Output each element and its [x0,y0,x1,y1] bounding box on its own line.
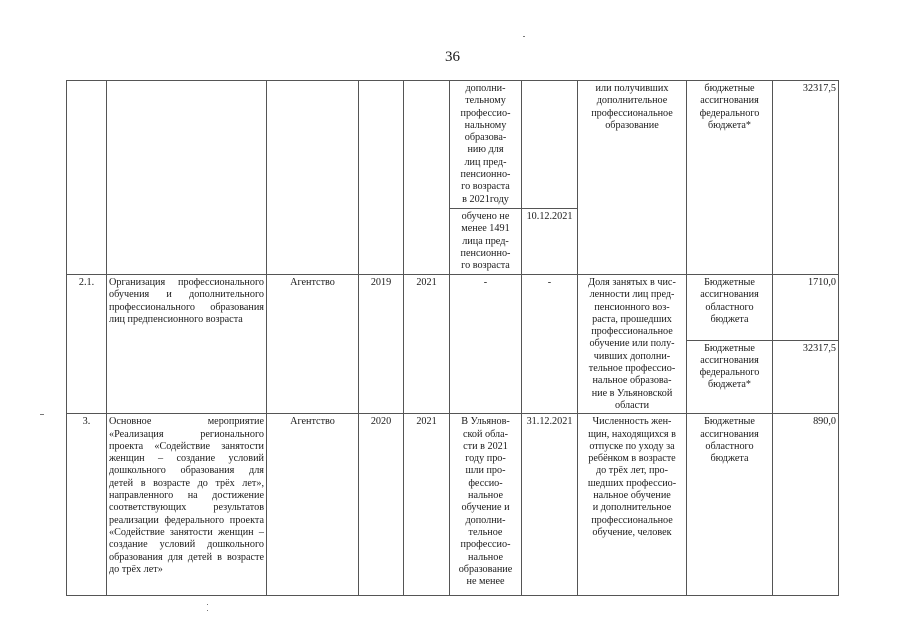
cell-amount: 32317,5 [773,340,839,414]
cell-num [67,81,107,275]
table-row-3 [67,414,839,596]
cell-name: Организация профессионального обучения и дополнительного профессионального образования лиц предпенсионного возраста [107,275,267,414]
cell-start: 2019 [359,275,404,414]
cell-indicator: Доля занятых в чис- ленности лиц пред- пенсионного воз- раста, прошедших профессиональное обучение или полу- чивших дополни- тельное профессио- нальное образова- ние в Ульяновской области [578,275,687,414]
cell-source: бюджетные ассигнования федерального бюджета* [687,81,773,275]
cell-result: дополни- тельному профессио- нальному образова- нию для лиц пред- пенсионно- го возраста в 2021году [450,81,522,209]
cell-start [359,81,404,275]
cell-amount: 890,0 [773,414,839,596]
cell-amount: 1710,0 [773,275,839,341]
cell-num: 3. [67,414,107,596]
cell-start: 2020 [359,414,404,596]
program-table [66,80,839,596]
page-number: 36 [445,49,460,65]
cell-deadline: 31.12.2021 [522,414,578,596]
cell-source: Бюджетные ассигнования областного бюджета [687,414,773,596]
cell-num: 2.1. [67,275,107,414]
cell-end [404,81,450,275]
cell-result: обучено не менее 1491 лица пред- пенсионно- го возраста [450,209,522,275]
cell-amount: 32317,5 [773,81,839,275]
scan-mark [207,610,208,611]
scan-mark [523,36,525,37]
cell-name [107,81,267,275]
cell-executor [267,81,359,275]
scan-mark [40,414,44,415]
cell-deadline: - [522,275,578,414]
cell-end: 2021 [404,414,450,596]
scan-mark [207,604,208,605]
cell-name: Основное мероприятие «Реализация регионального проекта «Содействие занятости женщин – создание условий дошкольного образования для детей в возрасте до трёх лет», направленного на достижение соответствующих результатов реализации федерального проекта «Содействие занятости женщин – создание условий дошкольного образования для детей в возрасте до трёх лет» [107,414,267,596]
cell-indicator: или получивших дополнительное профессиональное образование [578,81,687,275]
cell-executor: Агентство [267,414,359,596]
cell-source: Бюджетные ассигнования федерального бюджета* [687,340,773,414]
table-row-continued [67,81,839,209]
cell-result: В Ульянов- ской обла- сти в 2021 году про- шли про- фессио- нальное обучение и дополни- тельное профессио- нальное образование не менее [450,414,522,596]
table-row-2-1 [67,275,839,341]
cell-end: 2021 [404,275,450,414]
cell-deadline [522,81,578,209]
cell-result: - [450,275,522,414]
cell-executor: Агентство [267,275,359,414]
cell-source: Бюджетные ассигнования областного бюджета [687,275,773,341]
cell-deadline: 10.12.2021 [522,209,578,275]
cell-indicator: Численность жен- щин, находящихся в отпуске по уходу за ребёнком в возрасте до трёх лет, про- шедших профессио- нальное обучение и дополнительное профессиональное обучение, человек [578,414,687,596]
